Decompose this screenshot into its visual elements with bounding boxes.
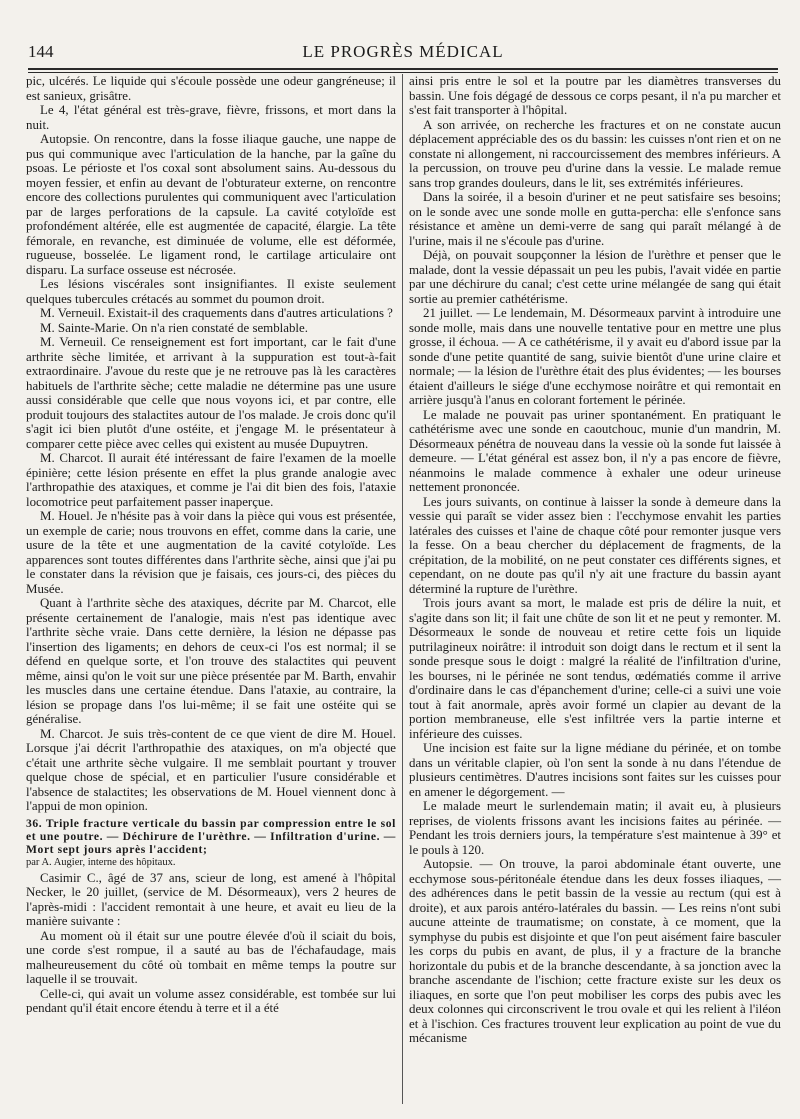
paragraph: A son arrivée, on recherche les fractures et on ne constate aucun déplacement appréciable des os du bassin: les cuisses n'ont rien et on ne constate ni allongement, ni raccourcissement des membres inférieurs. A la percussion, on trouve peu d'urine dans la vessie. Le malade remue sans trop grandes douleurs, dans le lit, ses extrémités inférieures. (409, 117, 781, 190)
column-divider (402, 74, 403, 1104)
paragraph: M. Verneuil. Ce renseignement est fort important, car le fait d'une arthrite sèche limitée, et arrivant à la suppuration est tout-à-fait extraordinaire. J'avoue du reste que je ne retrouve pas là les caractères habituels de l'arthrite sèche; cette maladie ne détermine pas une usure aussi considérable que celle que nous voyons ici, et par contre, elle produit toujours des stalactites autour de l'os malade. Je crois donc qu'il s'agit ici bien plutôt d'une ostéite, et j'engage M. le présentateur à comparer cette pièce avec celles qui existent au musée Dupuytren. (26, 335, 396, 451)
paragraph: pic, ulcérés. Le liquide qui s'écoule possède une odeur gangréneuse; il est sanieux, grisâtre. (26, 74, 396, 103)
case-author: par A. Augier, interne des hôpitaux. (26, 856, 176, 868)
paragraph: Au moment où il était sur une poutre élevée d'où il sciait du bois, une corde s'est rompue, il a sauté au bas de l'échafaudage, mais malheureusement du côté où tombait en même temps la poutre sur laquelle il se trouvait. (26, 928, 396, 986)
paragraph: Les lésions viscérales sont insignifiantes. Il existe seulement quelques tubercules crétacés au sommet du poumon droit. (26, 277, 396, 306)
paragraph: Quant à l'arthrite sèche des ataxiques, décrite par M. Charcot, elle présente certainement de l'analogie, mais n'est pas identique avec l'arthrite sèche vraie. Dans cette dernière, la lésion ne dépasse pas l'insertion des ligaments; en dehors de ceux-ci l'os est normal; il se défend en quelque sorte, et l'on trouve des stalactites qui peuvent même, ainsi qu'on le voit sur une pièce présentée par M. Barth, envahir les muscles dans une certaine étendue. Dans l'ataxie, au contraire, la lésion se propage dans l'os lui-même; il se fait une ostéite qui se généralise. (26, 596, 396, 726)
paragraph: Le malade meurt le surlendemain matin; il avait eu, à plusieurs reprises, de violents frissons avant les incisions faites au périnée. — Pendant les trois derniers jours, la température s'est maintenue à 39° et le pouls à 120. (409, 799, 781, 857)
header-rule-thin (28, 72, 778, 73)
paragraph: Autopsie. On rencontre, dans la fosse iliaque gauche, une nappe de pus qui communique avec l'articulation de la hanche, par la gaîne du psoas. Le périoste et l'os coxal sont absolument sains. Au-dessous du moyen fessier, et enfin au devant de l'obturateur externe, on rencontre encore des collections purulentes qui communiquent avec l'articulation par de larges perforations de la capsule. La cavité cotyloïde est profondément altérée, elle est augmentée de capacité, élargie. La tête fémorale, en revanche, est diminuée de volume, elle est déformée, rugueuse, bosselée. Le ligament rond, le cartilage articulaire ont disparu. La surface osseuse est nécrosée. (26, 132, 396, 277)
paragraph: Dans la soirée, il a besoin d'uriner et ne peut satisfaire ses besoins; on le sonde avec une sonde molle en gutta-percha: elle s'enfonce sans résistance et amène un demi-verre de sang qui paraît mélangé à de l'urine, mais il ne s'écoule pas d'urine. (409, 190, 781, 248)
page-number: 144 (28, 42, 54, 61)
paragraph: Les jours suivants, on continue à laisser la sonde à demeure dans la vessie qui paraît se vider assez bien : l'ecchymose envahit les parties latérales des cuisses et l'aine de chaque côté pour remonter jusque vers la fesse. On a beau chercher du déplacement de fragments, de la crépitation, de la mobilité, on ne peut constater ces différents signes, et cependant, on ne doute pas qu'il n'y ait une fracture du bassin ayant déterminé la rupture de l'urèthre. (409, 494, 781, 596)
paragraph: M. Sainte-Marie. On n'a rien constaté de semblable. (40, 320, 308, 335)
running-title: LE PROGRÈS MÉDICAL (302, 42, 504, 61)
paragraph: Casimir C., âgé de 37 ans, scieur de long, est amené à l'hôpital Necker, le 20 juillet, (service de M. Désormeaux), vers 2 heures de l'après-midi : l'accident remontait à une heure, et avait eu lieu de la manière suivante : (26, 870, 396, 928)
paragraph: M. Charcot. Il aurait été intéressant de faire l'examen de la moelle épinière; cette lésion présente en effet la plus grande analogie avec l'arthropathie des ataxiques, et comme je l'ai dit bien des fois, l'ataxie locomotrice peut parfaitement passer inaperçue. (26, 451, 396, 509)
paragraph: ainsi pris entre le sol et la poutre par les diamètres transverses du bassin. Une fois dégagé de dessous ce corps pesant, il n'a pu marcher et s'est fait transporter à l'hôpital. (409, 74, 781, 117)
paragraph: Une incision est faite sur la ligne médiane du périnée, et on tombe dans un véritable clapier, où l'on sent la sonde à nu dans l'étendue de plusieurs centimètres. D'autres incisions sont faites sur les cuisses pour en amener le dégorgement. — (409, 741, 781, 799)
paragraph: 21 juillet. — Le lendemain, M. Désormeaux parvint à introduire une sonde molle, mais dans une nouvelle tentative pour en mettre une plus grosse, il échoua. — A ce cathétérisme, il y avait eu d'abord issue par la sonde d'une petite quantité de sang, suivie bientôt d'une urine claire et normale; — la lésion de l'urèthre était des plus évidentes; — les bourses étaient d'ailleurs le siége d'une ecchymose noirâtre et qui remontait en arrière jusqu'à l'anus en colorant fortement le périnée. (409, 306, 781, 407)
left-column (26, 74, 396, 1016)
paragraph: Celle-ci, qui avait un volume assez considérable, est tombée sur lui pendant qu'il était encore étendu à terre et il a été (26, 986, 396, 1015)
paragraph: Le malade ne pouvait pas uriner spontanément. En pratiquant le cathétérisme avec une sonde en caoutchouc, munie d'un mandrin, M. Désormeaux pénétra de nouveau dans la vessie où la sonde fut laissée à demeure. — L'état général est assez bon, il n'y a pas encore de fièvre, néanmoins le malade commence à exhaler une odeur urineuse nettement prononcée. (409, 407, 781, 494)
case-title: 36. Triple fracture verticale du bassin par compression entre le sol et une poutre. — Déchirure de l'urèthre. — Infiltration d'urine. — Mort sept jours après l'accident; (26, 816, 396, 856)
paragraph: M. Houel. Je n'hésite pas à voir dans la pièce qui vous est présentée, un exemple de carie; nous trouvons en effet, comme dans la carie, une usure de la tête et une augmentation de la cavité cotyloïde. Les apparences sont toutes différentes dans l'arthrite sèche, ainsi que j'ai pu le constater dans la révision que je faisais, ces jours-ci, des pièces du Musée. (26, 509, 396, 596)
paragraph: Autopsie. — On trouve, la paroi abdominale étant ouverte, une ecchymose sous-péritonéale étendue dans les deux fosses iliaques, — des adhérences dans le petit bassin de la vessie au rectum (qui est à droite), et aux parois antéro-latérales du bassin. — Les reins n'ont subi aucune atteinte de traumatisme; on constate, à ce moment, que la symphyse du pubis est disjointe et que l'on peut aisément faire basculer les corps du pubis en avant, de plus, il y a fracture de la branche horizontale du pubis et de la branche descendante, à sa jonction avec la branche ascendante de l'ischion; cette fracture existe sur les deux os iliaques, en sorte que l'on peut mobiliser les corps des pubis avec les deux colonnes qui circonscrivent le trou ovale et qui les relient à l'iléon et à l'ischion. Ces fractures trouvent leur explication au point de vue du mécanisme (409, 857, 781, 1045)
right-column (409, 74, 781, 1046)
paragraph: M. Charcot. Je suis très-content de ce que vient de dire M. Houel. Lorsque j'ai décrit l'arthropathie des ataxiques, on m'a objecté que c'était une arthrite sèche vulgaire. Il me semblait pourtant y trouver quelque chose de spécial, et en particulier l'usure considérable et l'absence de stalactites; les observations de M. Houel viennent donc à l'appui de mon opinion. (26, 726, 396, 813)
paragraph: Déjà, on pouvait soupçonner la lésion de l'urèthre et penser que le malade, dont la vessie dépassait un peu les pubis, l'avait vidée en partie par une déchirure du canal; c'est cette urine mélangée de sang qui était sortie au premier cathétérisme. (409, 248, 781, 306)
header-rule (28, 68, 778, 70)
paragraph: M. Verneuil. Existait-il des craquements dans d'autres articulations ? (40, 306, 393, 320)
page-header (28, 40, 778, 64)
paragraph: Le 4, l'état général est très-grave, fièvre, frissons, et mort dans la nuit. (26, 103, 396, 132)
paragraph: Trois jours avant sa mort, le malade est pris de délire la nuit, et s'agite dans son lit; il fait une chûte de son lit et ne peut y remonter. M. Désormeaux le sonde de nouveau et retire cette fois un liquide putrilagineux noirâtre: il introduit son doigt dans le rectum et il sent la sonde presque sous le doigt : malgré la réalité de l'infiltration d'urine, les bourses, ni le périnée ne sont tendus, œdématiés comme il arrive d'ordinaire dans le cas d'épanchement d'urine; celle-ci a suivi une voie tout à fait anormale, après avoir formé un clapier au devant de la portion membraneuse, elle s'est infiltrée vers la partie interne et inférieure des cuisses. (409, 596, 781, 741)
